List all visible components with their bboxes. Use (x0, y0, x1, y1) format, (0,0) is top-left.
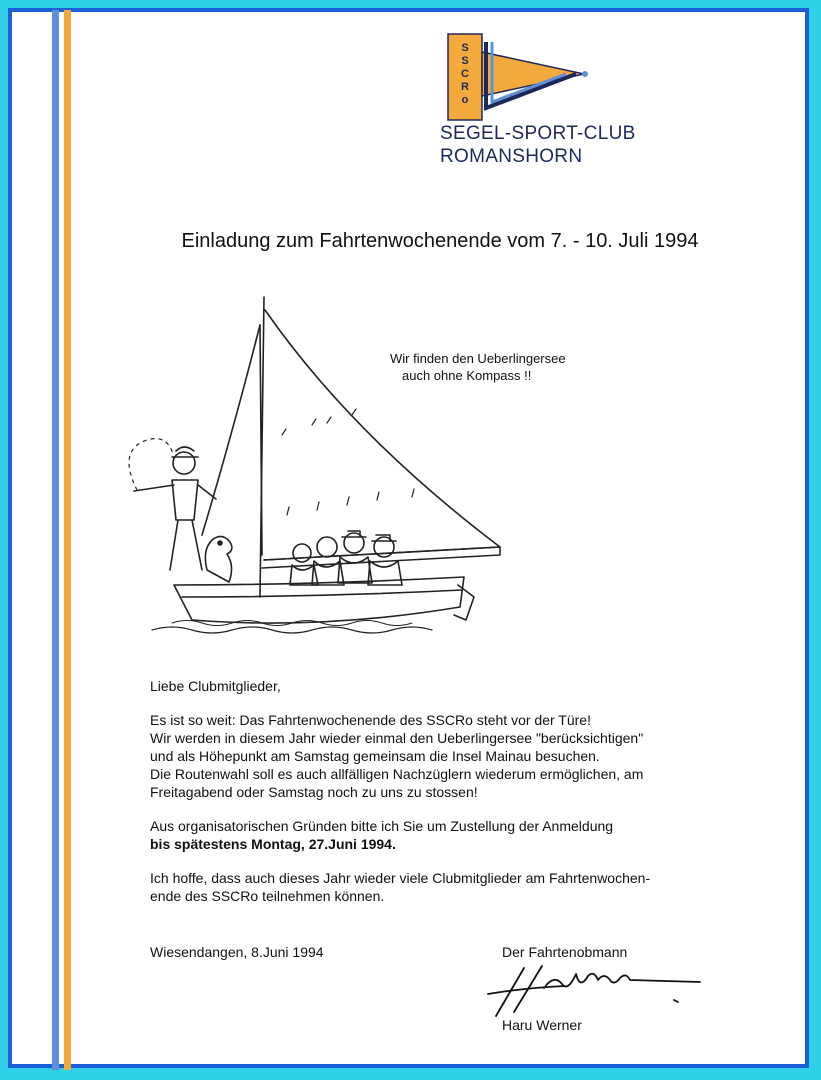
cartoon-caption (390, 350, 566, 384)
salutation: Liebe Clubmitglieder, (150, 678, 281, 694)
paragraph-1-line: Es ist so weit: Das Fahrtenwochenende des SSCRo steht vor der Türe! (150, 712, 591, 728)
club-name-line1: SEGEL-SPORT-CLUB (440, 123, 636, 144)
paragraph-3-line: Ich hoffe, dass auch dieses Jahr wieder viele Clubmitglieder am Fahrtenwochen- (150, 870, 651, 886)
paragraph-2-line: Aus organisatorischen Gründen bitte ich Sie um Zustellung der Anmeldung (150, 818, 614, 834)
paragraph-1-line: Wir werden in diesem Jahr wieder einmal den Ueberlingersee "berücksichtigen" (150, 730, 644, 746)
left-orange-stripe (64, 10, 71, 1070)
club-name-line2: ROMANSHORN (440, 146, 583, 167)
club-name (440, 122, 636, 168)
signer-name: Haru Werner (502, 1017, 582, 1033)
svg-text:SSCRo: S S C R o (461, 42, 469, 106)
paragraph-2 (150, 817, 770, 853)
registration-deadline: bis spätestens Montag, 27.Juni 1994. (150, 836, 396, 852)
invitation-title: Einladung zum Fahrtenwochenende vom 7. - 10. Juli 1994 (181, 230, 699, 252)
handwritten-signature (484, 960, 704, 1020)
place-date: Wiesendangen, 8.Juni 1994 (150, 944, 324, 960)
paragraph-1-line: und als Höhepunkt am Samstag gemeinsam die Insel Mainau besuchen. (150, 748, 600, 764)
left-blue-stripe (52, 10, 59, 1070)
caption-line2: auch ohne Kompass !! (402, 368, 532, 383)
signer-role: Der Fahrtenobmann (502, 944, 628, 960)
sailboat-cartoon (112, 285, 512, 645)
caption-line1: Wir finden den Ueberlingersee (390, 351, 566, 366)
paragraph-3-line: ende des SSCRo teilnehmen können. (150, 888, 385, 904)
letter-body (150, 677, 770, 921)
paragraph-1 (150, 711, 770, 801)
paragraph-1-line: Freitagabend oder Samstag noch zu uns zu stossen! (150, 784, 478, 800)
paragraph-3 (150, 869, 770, 905)
paragraph-1-line: Die Routenwahl soll es auch allfälligen Nachzüglern wiederum ermöglichen, am (150, 766, 644, 782)
